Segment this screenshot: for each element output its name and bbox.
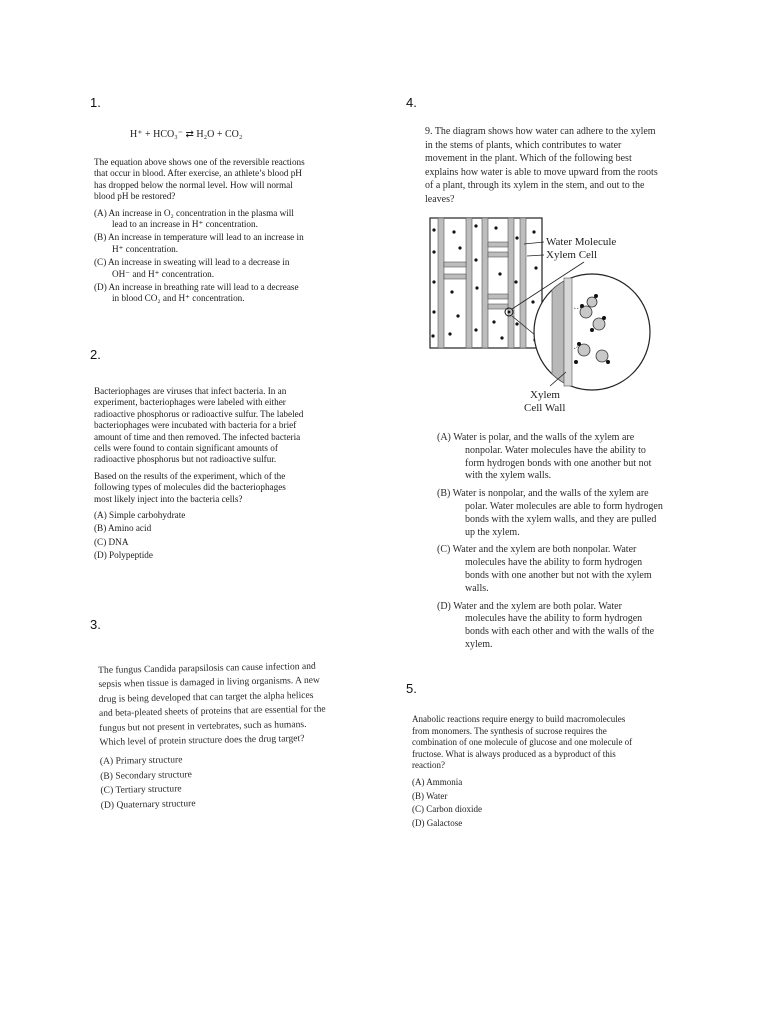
q3-option-c[interactable]: (C) Tertiary structure bbox=[100, 783, 182, 797]
label-xylem-cell: Xylem Cell bbox=[546, 249, 598, 261]
q3-option-a[interactable]: (A) Primary structure bbox=[99, 754, 183, 768]
label-xylem: Xylem bbox=[530, 389, 560, 401]
q1-option-c[interactable]: (C) An increase in sweating will lead to a decrease in OH⁻ and H⁺ concentration. bbox=[94, 257, 290, 279]
q5-stem: Anabolic reactions require energy to build macromolecules from monomers. The synthesis of sucrose requires the combination of one molecule of glucose and one molecule of fructose. What is always produced as a byproduct of this reaction? bbox=[412, 714, 633, 771]
q5-option-d[interactable]: (D) Galactose bbox=[412, 817, 463, 828]
q2-option-d[interactable]: (D) Polypeptide bbox=[94, 550, 153, 561]
q2-stem: Based on the results of the experiment, which of the following types of molecules did the bacteriophages most likely inject into the bacteria cells? bbox=[94, 470, 286, 504]
magnified-view bbox=[534, 274, 650, 390]
q4-block bbox=[437, 432, 663, 657]
question-3-number: 3. bbox=[90, 617, 101, 632]
question-2-number: 2. bbox=[90, 347, 101, 362]
label-water-molecule: Water Molecule bbox=[546, 236, 617, 248]
q5-option-a[interactable]: (A) Ammonia bbox=[412, 776, 463, 787]
q5-options bbox=[412, 777, 634, 829]
question-1-number: 1. bbox=[90, 95, 101, 110]
question-5-number: 5. bbox=[406, 681, 417, 696]
q1-option-b[interactable]: (B) An increase in temperature will lead to an increase in H⁺ concentration. bbox=[94, 232, 304, 254]
q4-option-a[interactable]: (A) Water is polar, and the walls of the xylem are nonpolar. Water molecules have the ability to form hydrogen bonds with one another but not with the xylem walls. bbox=[437, 432, 652, 482]
q2-block bbox=[94, 386, 306, 564]
q2-option-a[interactable]: (A) Simple carbohydrate bbox=[94, 510, 186, 521]
q1-equation: H⁺ + HCO₃⁻ ⇄ H₂O + CO₂ bbox=[130, 129, 243, 140]
q2-option-b[interactable]: (B) Amino acid bbox=[94, 523, 152, 534]
question-4-number: 4. bbox=[406, 95, 417, 110]
q4-stem: 9. The diagram shows how water can adhere to the xylem in the stems of plants, which contributes to water movement in the plant. Which of the following best explains how water is able to move upward from the roots of a plant, through its xylem in the stem, and out to the leaves? bbox=[425, 126, 658, 205]
q4-options bbox=[437, 432, 663, 652]
q2-options bbox=[94, 510, 306, 562]
q2-option-c[interactable]: (C) DNA bbox=[94, 536, 129, 547]
xylem-diagram bbox=[424, 212, 662, 420]
q1-block bbox=[94, 157, 306, 307]
label-cell-wall: Cell Wall bbox=[524, 402, 566, 414]
q3-options bbox=[100, 751, 329, 813]
q3-stem: The fungus Candida parapsilosis can cause infection and sepsis when tissue is damaged in living organisms. A new drug is being developed that can target the alpha helices and beta-pleated sheets of proteins that are essential for the fungus but not present in vertebrates, such as humans. Which level of protein structure does the drug target? bbox=[98, 660, 326, 749]
q4-option-c[interactable]: (C) Water and the xylem are both nonpolar. Water molecules have the ability to form hydrogen bonds with one another but not with the xylem walls. bbox=[437, 544, 652, 594]
q3-option-b[interactable]: (B) Secondary structure bbox=[100, 769, 192, 782]
q2-passage: Bacteriophages are viruses that infect bacteria. In an experiment, bacteriophages were labeled with either radioactive phosphorus or radioactive sulfur. The labeled bacteriophages were incubated with bacteria for a brief amount of time and then removed. The infected bacteria cells were found to contain significant amounts of radioactive phosphorus but not radioactive sulfur. bbox=[94, 386, 304, 465]
q4-option-d[interactable]: (D) Water and the xylem are both polar. Water molecules have the ability to form hydrogen bonds with each other and with the walls of the xylem. bbox=[437, 600, 655, 650]
q1-option-a[interactable]: (A) An increase in O₂ concentration in the plasma will lead to an increase in H⁺ concentration. bbox=[94, 207, 294, 230]
q4-option-b[interactable]: (B) Water is nonpolar, and the walls of the xylem are polar. Water molecules are able to form hydrogen bonds with the xylem walls, and they are pulled up the xylem. bbox=[437, 488, 663, 538]
q5-option-b[interactable]: (B) Water bbox=[412, 790, 448, 801]
q1-stem: The equation above shows one of the reversible reactions that occur in blood. After exercise, an athlete’s blood pH has dropped below the normal level. How will normal blood pH be restored? bbox=[94, 157, 305, 202]
q3-option-d[interactable]: (D) Quaternary structure bbox=[100, 797, 196, 811]
q1-option-d[interactable]: (D) An increase in breathing rate will lead to a decrease in blood CO₂ and H⁺ concentration. bbox=[94, 282, 299, 304]
q5-block bbox=[412, 714, 634, 831]
q1-options bbox=[94, 208, 306, 305]
q3-block bbox=[98, 660, 329, 813]
q5-option-c[interactable]: (C) Carbon dioxide bbox=[412, 804, 482, 815]
